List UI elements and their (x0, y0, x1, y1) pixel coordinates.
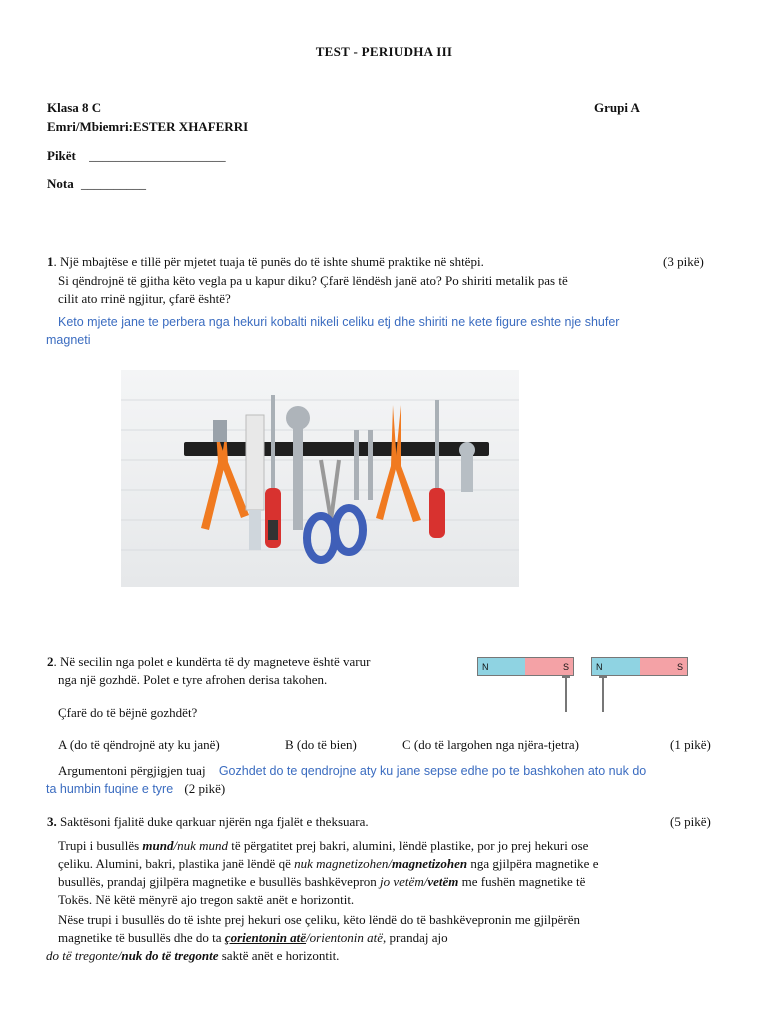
q3-line6 (58, 929, 448, 946)
points-line (47, 148, 226, 164)
q3-l7-choice2: nuk do të tregonte (121, 948, 219, 963)
q1-text: . Një mbajtëse e tillë për mjetet tuaja të punës do të ishte shumë praktike në shtëpi. (53, 254, 484, 269)
q2-line2: nga një gozhdë. Polet e tyre afrohen derisa takohen. (58, 672, 328, 687)
q3-l7-choice1: do të tregonte/ (46, 948, 122, 963)
q3-line3 (58, 873, 585, 890)
q3-l1-choice1: mund (142, 838, 174, 853)
q1-line1 (47, 253, 484, 270)
q2-option-a: A (do të qëndrojnë aty ku janë) (58, 737, 220, 752)
magnet-left-south: S (525, 658, 573, 675)
q3-l1d: të përgatitet prej bakri, alumini, lëndë plastike, por jo prej hekuri ose (228, 838, 589, 853)
student-name-line (47, 119, 248, 135)
q3-line5: Nëse trupi i busullës do të ishte prej hekuri ose çeliku, këto lëndë do të bashkëvepronin me gjilpërën (58, 912, 581, 927)
q1-answer-line2: magneti (46, 333, 91, 347)
q3-instruction-line (47, 813, 369, 830)
q2-number: 2 (47, 654, 54, 669)
q3-line7 (46, 947, 339, 964)
group-label: Grupi A (594, 100, 640, 115)
q2-line1 (47, 653, 370, 670)
q3-instruction: Saktësoni fjalitë duke qarkuar njërën nga fjalët e theksuara. (56, 814, 369, 829)
q3-l3-choice2: vetëm (427, 874, 459, 889)
q3-line4: Tokës. Në këtë mënyrë ajo tregon saktë anët e horizontit. (58, 892, 355, 907)
q2-option-b: B (do të bien) (285, 737, 357, 752)
q3-l7c: saktë anët e horizontit. (218, 948, 340, 963)
q3-l2-choice1: nuk magnetizohen/ (294, 856, 392, 871)
nails-diagram (556, 674, 616, 714)
tools-illustration (121, 370, 519, 587)
q3-l2a: çeliku. Alumini, bakri, plastika janë lëndë që (58, 856, 295, 871)
magnet-left-north: N (478, 658, 525, 675)
q2-answer-line1: Gozhdet do te qendrojne aty ku jane sepse edhe po te bashkohen ato nuk do (218, 764, 647, 778)
points-label: Pikët (47, 148, 76, 163)
tools-photo (121, 370, 519, 587)
name-label: Emri/Mbiemri: (47, 119, 133, 134)
points-blank: _____________________ (89, 148, 226, 163)
q2-argue-label: Argumentoni përgjigjen tuaj (58, 763, 206, 778)
grade-blank: __________ (80, 176, 146, 191)
q1-answer-line1: Keto mjete jane te perbera nga hekuri kobalti nikeli celiku etj dhe shiriti ne kete figure eshte nje shufer (58, 315, 620, 329)
q3-l3d: me fushën magnetike të (458, 874, 586, 889)
page-title: TEST - PERIUDHA III (315, 44, 453, 59)
magnetic-strip (184, 442, 489, 456)
q3-l3-choice1: jo vetëm/ (380, 874, 428, 889)
q2-answer-line2: ta humbin fuqine e tyre (46, 782, 174, 796)
q3-l1-choice2: /nuk mund (173, 838, 229, 853)
q3-line1 (58, 837, 588, 854)
grade-line (47, 176, 146, 192)
q3-line2 (58, 855, 598, 872)
q1-line2: Si qëndrojnë të gjitha këto vegla pa u kapur diku? Çfarë lëndësh janë ato? Po shiriti metalik pas të (58, 273, 568, 288)
magnet-right-north: N (592, 658, 640, 675)
q3-l6-choice1: çorientonin atë (224, 930, 307, 945)
q2-points: (1 pikë) (670, 737, 711, 752)
q3-l2-choice2: magnetizohen (391, 856, 468, 871)
name-value: ESTER XHAFERRI (132, 119, 249, 134)
q2-question: Çfarë do të bëjnë gozhdët? (58, 705, 198, 720)
q2-option-c: C (do të largohen nga njëra-tjetra) (402, 737, 579, 752)
q3-l2d: nga gjilpëra magnetike e (467, 856, 599, 871)
q3-l6d: , prandaj ajo (382, 930, 448, 945)
q2-text: . Në secilin nga polet e kundërta të dy magneteve është varur (53, 654, 371, 669)
q2-answer-line2-wrap (46, 780, 225, 798)
grade-label: Nota (47, 176, 74, 191)
q2-argue-line (58, 762, 646, 780)
q3-l6-choice2: /orientonin atë (306, 930, 383, 945)
magnet-right-south: S (640, 658, 687, 675)
q3-points: (5 pikë) (670, 814, 711, 829)
q3-l6a: magnetike të busullës dhe do ta (58, 930, 225, 945)
q3-l1a: Trupi i busullës (58, 838, 143, 853)
q3-number: 3. (47, 814, 57, 829)
q1-points: (3 pikë) (663, 254, 704, 269)
q1-number: 1 (47, 254, 54, 269)
class-label: Klasa 8 C (47, 100, 102, 115)
q3-l3a: busullës, prandaj gjilpëra magnetike e busullës bashkëvepron (58, 874, 381, 889)
q2-answer-points: (2 pikë) (184, 781, 226, 796)
q1-line3: cilit ato rrinë ngjitur, çfarë është? (58, 291, 231, 306)
